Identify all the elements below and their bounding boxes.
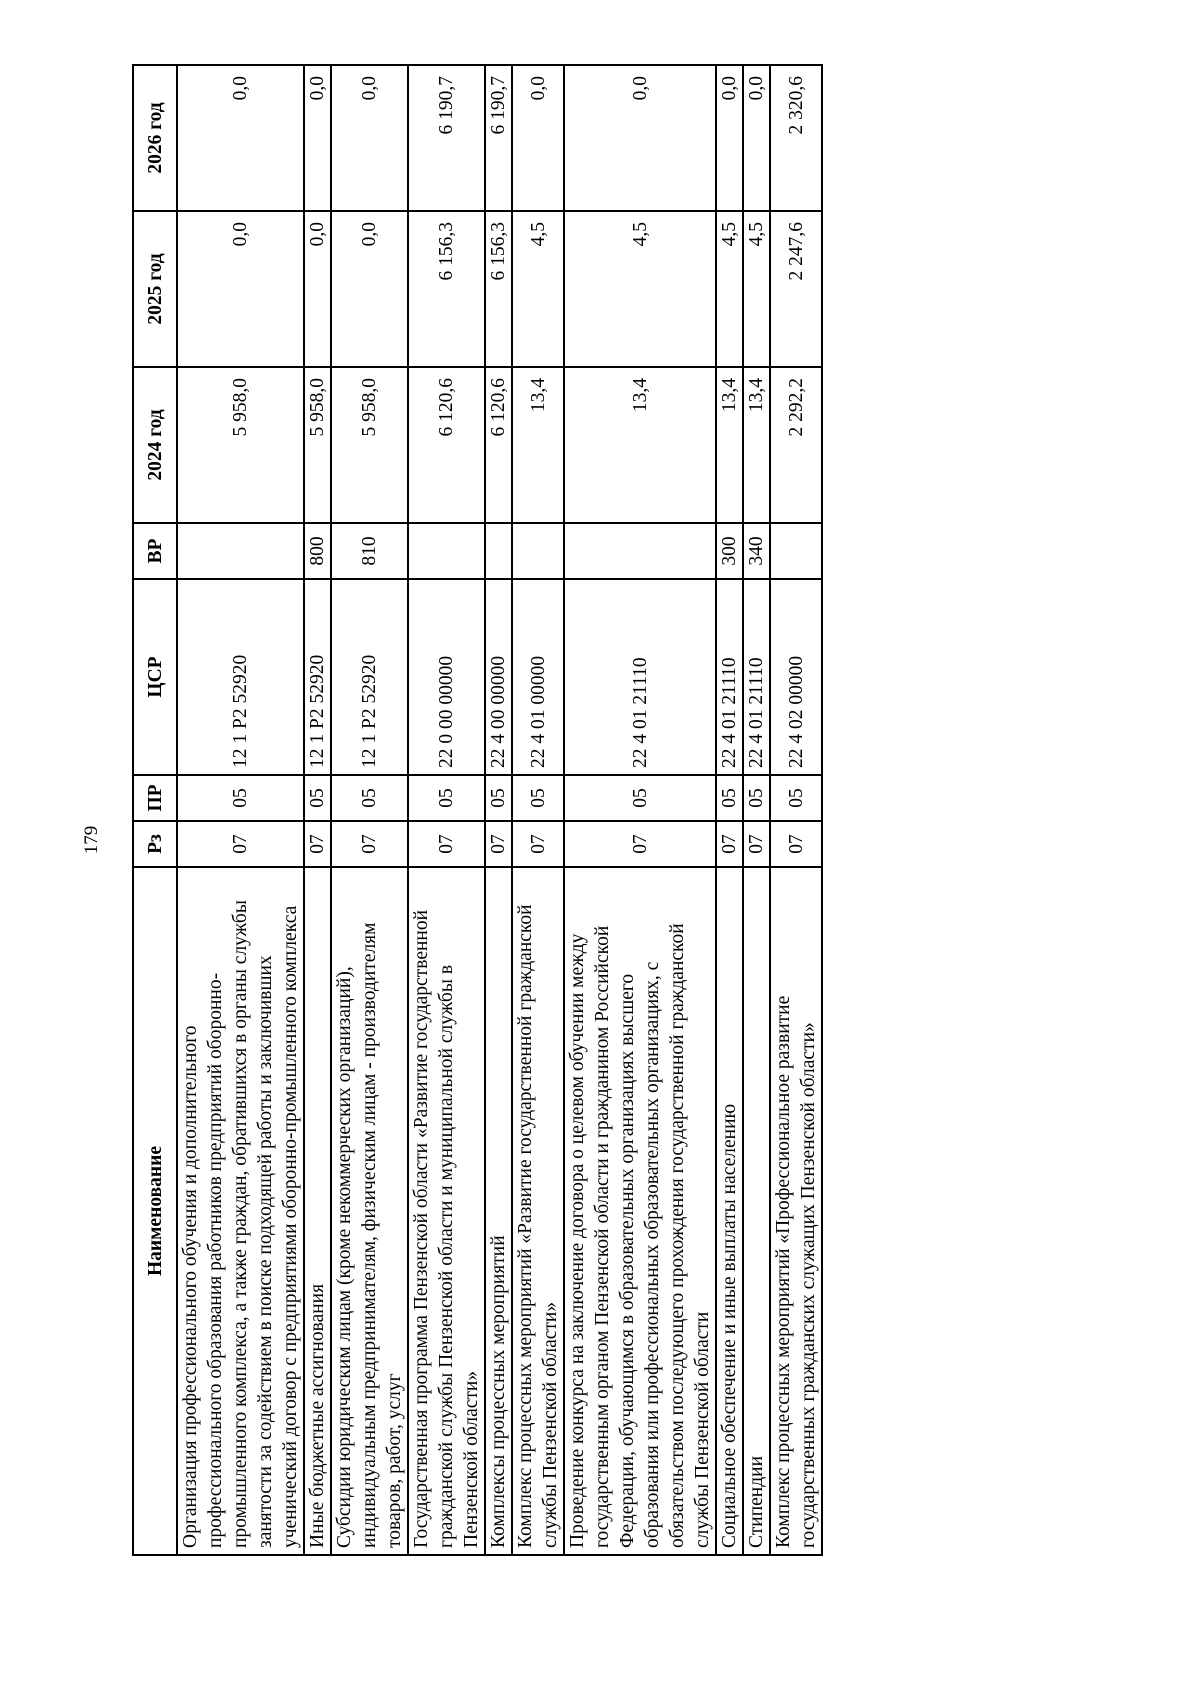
cell-2024: 2 292,2 — [770, 367, 822, 523]
header-vr: ВР — [133, 523, 177, 579]
cell-2025: 0,0 — [331, 211, 408, 367]
cell-name: Стипендии — [743, 867, 770, 1555]
cell-2025: 4,5 — [716, 211, 743, 367]
cell-csr: 22 4 01 21110 — [743, 579, 770, 775]
cell-vr: 800 — [304, 523, 331, 579]
cell-2024: 5 958,0 — [331, 367, 408, 523]
cell-2025: 2 247,6 — [770, 211, 822, 367]
table-row — [331, 65, 408, 1555]
cell-vr: 300 — [716, 523, 743, 579]
cell-2025: 6 156,3 — [485, 211, 512, 367]
cell-rz: 07 — [408, 821, 485, 867]
cell-rz: 07 — [716, 821, 743, 867]
cell-2025: 6 156,3 — [408, 211, 485, 367]
cell-csr: 22 0 00 00000 — [408, 579, 485, 775]
cell-name: Организация профессионального обучения и дополнительного профессионального образования работников предприятий оборонно-промышленного комплекса, а также граждан, обратившихся в органы службы занятости за содействием в поиске подходящей работы и заключивших ученический договор с предприятиями оборонно-промышленного комплекса — [177, 867, 304, 1555]
header-name: Наименование — [133, 867, 177, 1555]
cell-csr: 22 4 01 21110 — [716, 579, 743, 775]
cell-vr — [177, 523, 304, 579]
cell-rz: 07 — [177, 821, 304, 867]
header-2026: 2026 год — [133, 65, 177, 211]
cell-2026: 0,0 — [743, 65, 770, 211]
cell-pr: 05 — [177, 775, 304, 821]
table-row — [304, 65, 331, 1555]
table-header-row — [133, 65, 177, 1555]
header-2025: 2025 год — [133, 211, 177, 367]
table-row — [177, 65, 304, 1555]
cell-rz: 07 — [512, 821, 564, 867]
cell-pr: 05 — [408, 775, 485, 821]
cell-csr: 12 1 P2 52920 — [331, 579, 408, 775]
cell-2025: 4,5 — [564, 211, 716, 367]
cell-rz: 07 — [564, 821, 716, 867]
cell-vr — [408, 523, 485, 579]
cell-csr: 22 4 01 00000 — [512, 579, 564, 775]
cell-2026: 6 190,7 — [485, 65, 512, 211]
cell-2026: 0,0 — [512, 65, 564, 211]
cell-2025: 4,5 — [743, 211, 770, 367]
cell-2024: 13,4 — [564, 367, 716, 523]
cell-vr: 340 — [743, 523, 770, 579]
budget-table-container — [132, 66, 992, 1556]
cell-name: Субсидии юридическим лицам (кроме некоммерческих организаций), индивидуальным предпринимателям, физическим лицам - производителям товаров, работ, услуг — [331, 867, 408, 1555]
cell-2026: 0,0 — [564, 65, 716, 211]
cell-name: Комплекс процессных мероприятий «Развитие государственной гражданской службы Пензенской области» — [512, 867, 564, 1555]
table-row — [743, 65, 770, 1555]
cell-pr: 05 — [743, 775, 770, 821]
cell-name: Социальное обеспечение и иные выплаты населению — [716, 867, 743, 1555]
cell-rz: 07 — [485, 821, 512, 867]
cell-csr: 22 4 01 21110 — [564, 579, 716, 775]
cell-2024: 13,4 — [512, 367, 564, 523]
cell-2024: 6 120,6 — [485, 367, 512, 523]
cell-2025: 0,0 — [177, 211, 304, 367]
cell-2024: 5 958,0 — [177, 367, 304, 523]
cell-vr: 810 — [331, 523, 408, 579]
cell-rz: 07 — [770, 821, 822, 867]
cell-pr: 05 — [770, 775, 822, 821]
cell-name: Комплексы процессных мероприятий — [485, 867, 512, 1555]
header-pr: ПР — [133, 775, 177, 821]
cell-csr: 22 4 00 00000 — [485, 579, 512, 775]
cell-csr: 22 4 02 00000 — [770, 579, 822, 775]
cell-rz: 07 — [743, 821, 770, 867]
cell-2024: 13,4 — [743, 367, 770, 523]
header-2024: 2024 год — [133, 367, 177, 523]
cell-vr — [564, 523, 716, 579]
cell-2025: 0,0 — [304, 211, 331, 367]
cell-name: Государственная программа Пензенской области «Развитие государственной гражданской службы Пензенской области и муниципальной службы в Пензенской области» — [408, 867, 485, 1555]
cell-vr — [485, 523, 512, 579]
cell-2026: 2 320,6 — [770, 65, 822, 211]
cell-pr: 05 — [485, 775, 512, 821]
budget-table — [132, 64, 823, 1556]
cell-2024: 13,4 — [716, 367, 743, 523]
table-body — [177, 65, 822, 1555]
table-row — [485, 65, 512, 1555]
table-row — [564, 65, 716, 1555]
table-row — [770, 65, 822, 1555]
cell-2026: 0,0 — [716, 65, 743, 211]
cell-name: Комплекс процессных мероприятий «Профессиональное развитие государственных гражданских служащих Пензенской области» — [770, 867, 822, 1555]
cell-vr — [770, 523, 822, 579]
cell-csr: 12 1 P2 52920 — [304, 579, 331, 775]
cell-pr: 05 — [331, 775, 408, 821]
cell-csr: 12 1 P2 52920 — [177, 579, 304, 775]
table-row — [512, 65, 564, 1555]
header-rz: Рз — [133, 821, 177, 867]
table-row — [408, 65, 485, 1555]
cell-pr: 05 — [564, 775, 716, 821]
table-row — [716, 65, 743, 1555]
cell-2026: 0,0 — [177, 65, 304, 211]
cell-rz: 07 — [331, 821, 408, 867]
cell-2024: 6 120,6 — [408, 367, 485, 523]
cell-vr — [512, 523, 564, 579]
cell-pr: 05 — [304, 775, 331, 821]
cell-pr: 05 — [512, 775, 564, 821]
header-csr: ЦСР — [133, 579, 177, 775]
cell-2026: 0,0 — [304, 65, 331, 211]
page-number: 179 — [81, 825, 102, 855]
cell-rz: 07 — [304, 821, 331, 867]
cell-2025: 4,5 — [512, 211, 564, 367]
cell-2026: 6 190,7 — [408, 65, 485, 211]
cell-pr: 05 — [716, 775, 743, 821]
cell-2024: 5 958,0 — [304, 367, 331, 523]
cell-2026: 0,0 — [331, 65, 408, 211]
cell-name: Проведение конкурса на заключение договора о целевом обучении между государственным органом Пензенской области и гражданином Российской Федерации, обучающимся в образовательных организациях высшего образования или профессиональных образовательных организациях, с обязательством последующего прохождения государственной гражданской службы Пензенской области — [564, 867, 716, 1555]
cell-name: Иные бюджетные ассигнования — [304, 867, 331, 1555]
